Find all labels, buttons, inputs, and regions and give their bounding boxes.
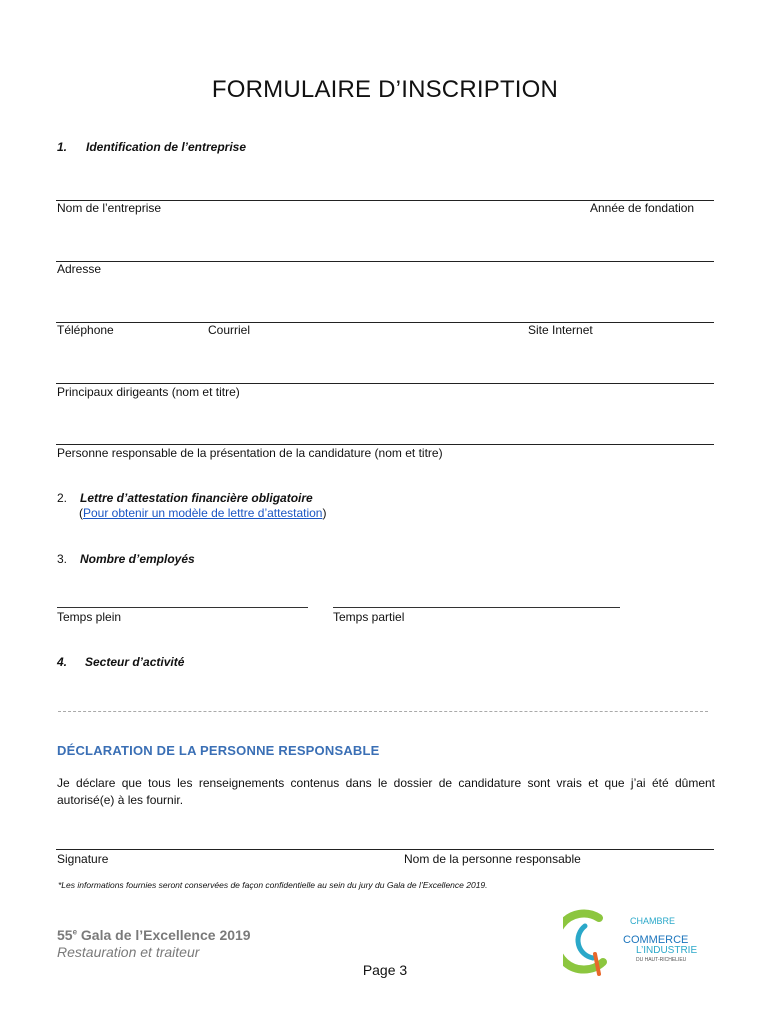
declaration-text: Je déclare que tous les renseignements contenus dans le dossier de candidature sont vrais et que j’ai été dûment autorisé(e) à les fournir. — [57, 776, 715, 807]
sector-line[interactable] — [58, 711, 708, 712]
declaration-title: DÉCLARATION DE LA PERSONNE RESPONSABLE — [57, 743, 380, 758]
paren-open: ( — [79, 506, 83, 520]
section-3-title: Nombre d’employés — [80, 552, 195, 566]
logo-line-4: DU HAUT-RICHELIEU — [636, 957, 687, 963]
responsible-label: Personne responsable de la présentation de la candidature (nom et titre) — [57, 446, 443, 460]
contact-line[interactable] — [56, 322, 714, 323]
confidentiality-note: *Les informations fournies seront conservées de façon confidentielle au sein du jury du Gala de l’Excellence 2019. — [58, 880, 488, 890]
footer-subtitle: Restauration et traiteur — [57, 944, 200, 960]
attestation-model-link[interactable]: Pour obtenir un modèle de lettre d’attestation — [83, 506, 323, 520]
section-3-number: 3. — [57, 552, 68, 566]
section-4-title: Secteur d’activité — [85, 655, 185, 669]
section-3-heading — [57, 552, 195, 566]
section-4-number: 4. — [57, 655, 68, 669]
page-number: Page 3 — [362, 962, 408, 978]
founding-year-label: Année de fondation — [590, 201, 695, 215]
address-label: Adresse — [57, 262, 102, 276]
responsible-name-label: Nom de la personne responsable — [404, 852, 581, 866]
logo-line-1: CHAMBRE — [630, 916, 676, 926]
paren-close: ) — [322, 506, 327, 520]
phone-label: Téléphone — [57, 323, 114, 337]
section-1-number: 1. — [57, 140, 68, 154]
section-1-title: Identification de l’entreprise — [86, 140, 247, 154]
company-name-label: Nom de l’entreprise — [57, 201, 162, 215]
section-2-title: Lettre d’attestation financière obligatoire — [80, 491, 313, 505]
full-time-line[interactable] — [57, 607, 308, 608]
chamber-logo-icon — [563, 908, 708, 978]
part-time-label: Temps partiel — [333, 610, 405, 624]
address-line[interactable] — [56, 261, 714, 262]
attestation-link-line — [79, 506, 326, 520]
signature-line[interactable] — [56, 849, 714, 850]
footer-title-rest: Gala de l’Excellence 2019 — [77, 927, 251, 943]
executives-label: Principaux dirigeants (nom et titre) — [57, 385, 240, 399]
email-label: Courriel — [208, 323, 251, 337]
page-title: FORMULAIRE D’INSCRIPTION — [211, 76, 559, 103]
section-4-heading — [57, 655, 185, 669]
section-2-heading — [57, 491, 313, 505]
footer-title-number: 55 — [57, 927, 73, 943]
executives-line[interactable] — [56, 383, 714, 384]
footer-title — [57, 927, 251, 943]
signature-label: Signature — [57, 852, 109, 866]
section-2-number: 2. — [57, 491, 68, 505]
part-time-line[interactable] — [333, 607, 620, 608]
responsible-line[interactable] — [56, 444, 714, 445]
section-1-heading — [57, 140, 247, 154]
full-time-label: Temps plein — [57, 610, 122, 624]
logo-line-3: L’INDUSTRIE — [636, 945, 698, 956]
footer-title-sup: e — [72, 927, 78, 937]
website-label: Site Internet — [528, 323, 593, 337]
logo-line-2: COMMERCE — [623, 934, 689, 946]
chamber-logo — [563, 908, 708, 978]
